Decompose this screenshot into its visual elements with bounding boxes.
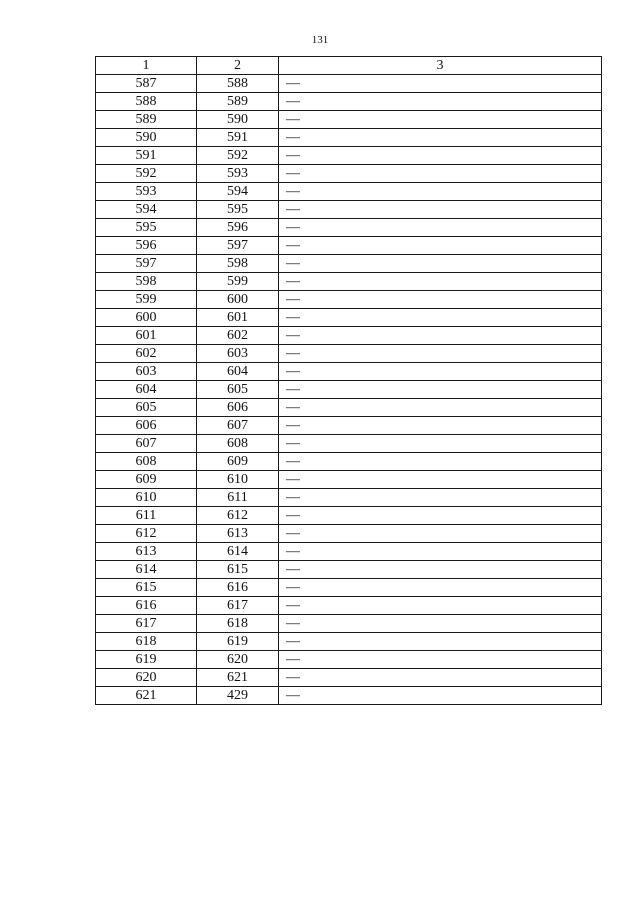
table-cell-col-1: 616 — [96, 597, 197, 615]
table-cell-col-2: 621 — [197, 669, 279, 687]
table-cell-col-2: 611 — [197, 489, 279, 507]
table-cell-col-1: 597 — [96, 255, 197, 273]
table-cell-col-2: 429 — [197, 687, 279, 705]
table-row — [96, 489, 602, 507]
table-cell-col-1: 613 — [96, 543, 197, 561]
table-cell-col-2: 590 — [197, 111, 279, 129]
table-cell-col-2: 589 — [197, 93, 279, 111]
table-cell-col-1: 614 — [96, 561, 197, 579]
table-cell-col-2: 609 — [197, 453, 279, 471]
table-cell-col-1: 601 — [96, 327, 197, 345]
table-cell-col-3: — — [279, 453, 602, 471]
table-cell-col-2: 608 — [197, 435, 279, 453]
table-cell-col-3: — — [279, 111, 602, 129]
table-cell-col-3: — — [279, 219, 602, 237]
table-cell-col-3: — — [279, 615, 602, 633]
table-cell-col-1: 589 — [96, 111, 197, 129]
table-cell-col-2: 616 — [197, 579, 279, 597]
table-row — [96, 147, 602, 165]
table-cell-col-2: 607 — [197, 417, 279, 435]
table-row — [96, 75, 602, 93]
table-cell-col-2: 612 — [197, 507, 279, 525]
table-cell-col-2: 598 — [197, 255, 279, 273]
table-cell-col-2: 604 — [197, 363, 279, 381]
table-cell-col-3: — — [279, 525, 602, 543]
table-row — [96, 471, 602, 489]
table-cell-col-1: 595 — [96, 219, 197, 237]
table-cell-col-1: 618 — [96, 633, 197, 651]
table-cell-col-3: — — [279, 561, 602, 579]
data-table — [95, 56, 602, 705]
table-cell-col-1: 590 — [96, 129, 197, 147]
table-cell-col-1: 606 — [96, 417, 197, 435]
table-cell-col-2: 619 — [197, 633, 279, 651]
table-cell-col-3: — — [279, 669, 602, 687]
table-cell-col-2: 591 — [197, 129, 279, 147]
table-cell-col-3: — — [279, 579, 602, 597]
table-cell-col-2: 599 — [197, 273, 279, 291]
table-row — [96, 381, 602, 399]
table-cell-col-2: 615 — [197, 561, 279, 579]
table-cell-col-2: 620 — [197, 651, 279, 669]
table-cell-col-3: — — [279, 147, 602, 165]
table-cell-col-2: 618 — [197, 615, 279, 633]
table-cell-col-1: 621 — [96, 687, 197, 705]
table-cell-col-1: 591 — [96, 147, 197, 165]
table-row — [96, 201, 602, 219]
column-header-1: 1 — [96, 57, 197, 75]
table-cell-col-3: — — [279, 543, 602, 561]
table-row — [96, 417, 602, 435]
table-cell-col-3: — — [279, 489, 602, 507]
table-cell-col-2: 594 — [197, 183, 279, 201]
table-cell-col-3: — — [279, 327, 602, 345]
table-row — [96, 525, 602, 543]
table-row — [96, 129, 602, 147]
table-cell-col-2: 592 — [197, 147, 279, 165]
table-row — [96, 435, 602, 453]
table-row — [96, 345, 602, 363]
table-cell-col-3: — — [279, 399, 602, 417]
table-cell-col-3: — — [279, 687, 602, 705]
table-cell-col-1: 592 — [96, 165, 197, 183]
table-row — [96, 327, 602, 345]
table-cell-col-3: — — [279, 471, 602, 489]
table-cell-col-1: 600 — [96, 309, 197, 327]
table-row — [96, 111, 602, 129]
table-cell-col-3: — — [279, 651, 602, 669]
table-row — [96, 93, 602, 111]
table-body — [96, 75, 602, 705]
table-cell-col-1: 587 — [96, 75, 197, 93]
table-cell-col-3: — — [279, 273, 602, 291]
table-cell-col-3: — — [279, 597, 602, 615]
page-number: 131 — [311, 34, 329, 46]
table-cell-col-1: 603 — [96, 363, 197, 381]
table-row — [96, 363, 602, 381]
table-cell-col-3: — — [279, 507, 602, 525]
table-row — [96, 273, 602, 291]
table-header-row — [96, 57, 602, 75]
table-cell-col-3: — — [279, 345, 602, 363]
table-row — [96, 579, 602, 597]
table-cell-col-1: 605 — [96, 399, 197, 417]
table-cell-col-2: 617 — [197, 597, 279, 615]
table-cell-col-1: 594 — [96, 201, 197, 219]
table-cell-col-3: — — [279, 75, 602, 93]
table-cell-col-2: 596 — [197, 219, 279, 237]
column-header-3: 3 — [279, 57, 602, 75]
column-header-2: 2 — [197, 57, 279, 75]
table-row — [96, 543, 602, 561]
table-cell-col-1: 608 — [96, 453, 197, 471]
table-row — [96, 219, 602, 237]
table-cell-col-1: 615 — [96, 579, 197, 597]
table-cell-col-2: 605 — [197, 381, 279, 399]
table-cell-col-2: 603 — [197, 345, 279, 363]
table-cell-col-2: 613 — [197, 525, 279, 543]
table-cell-col-2: 614 — [197, 543, 279, 561]
table-cell-col-1: 612 — [96, 525, 197, 543]
table-cell-col-3: — — [279, 309, 602, 327]
table-row — [96, 165, 602, 183]
table-row — [96, 561, 602, 579]
table-row — [96, 507, 602, 525]
table-cell-col-2: 610 — [197, 471, 279, 489]
table-row — [96, 651, 602, 669]
table-cell-col-3: — — [279, 417, 602, 435]
table-cell-col-3: — — [279, 435, 602, 453]
table-cell-col-1: 599 — [96, 291, 197, 309]
table-row — [96, 453, 602, 471]
table-cell-col-3: — — [279, 291, 602, 309]
table-cell-col-1: 617 — [96, 615, 197, 633]
table-cell-col-1: 611 — [96, 507, 197, 525]
table-cell-col-2: 602 — [197, 327, 279, 345]
table-cell-col-2: 595 — [197, 201, 279, 219]
table-cell-col-3: — — [279, 633, 602, 651]
table-row — [96, 309, 602, 327]
table-cell-col-3: — — [279, 381, 602, 399]
table-cell-col-1: 610 — [96, 489, 197, 507]
table-cell-col-3: — — [279, 165, 602, 183]
table-cell-col-2: 600 — [197, 291, 279, 309]
table-cell-col-2: 588 — [197, 75, 279, 93]
table-row — [96, 687, 602, 705]
table-cell-col-1: 604 — [96, 381, 197, 399]
table-row — [96, 255, 602, 273]
table-cell-col-1: 607 — [96, 435, 197, 453]
table-cell-col-3: — — [279, 93, 602, 111]
table-cell-col-1: 593 — [96, 183, 197, 201]
table-cell-col-3: — — [279, 201, 602, 219]
table-cell-col-1: 620 — [96, 669, 197, 687]
table-row — [96, 237, 602, 255]
table-cell-col-3: — — [279, 237, 602, 255]
table-cell-col-1: 602 — [96, 345, 197, 363]
table-cell-col-1: 598 — [96, 273, 197, 291]
table-cell-col-2: 597 — [197, 237, 279, 255]
table-cell-col-2: 601 — [197, 309, 279, 327]
table-cell-col-3: — — [279, 183, 602, 201]
table-cell-col-3: — — [279, 255, 602, 273]
table-cell-col-1: 588 — [96, 93, 197, 111]
table-row — [96, 291, 602, 309]
table-cell-col-2: 606 — [197, 399, 279, 417]
table-row — [96, 183, 602, 201]
table-cell-col-3: — — [279, 129, 602, 147]
table-cell-col-1: 609 — [96, 471, 197, 489]
table-cell-col-1: 619 — [96, 651, 197, 669]
table-row — [96, 597, 602, 615]
table-row — [96, 633, 602, 651]
table-row — [96, 399, 602, 417]
table-cell-col-3: — — [279, 363, 602, 381]
table-row — [96, 669, 602, 687]
table-cell-col-1: 596 — [96, 237, 197, 255]
table-row — [96, 615, 602, 633]
table-cell-col-2: 593 — [197, 165, 279, 183]
